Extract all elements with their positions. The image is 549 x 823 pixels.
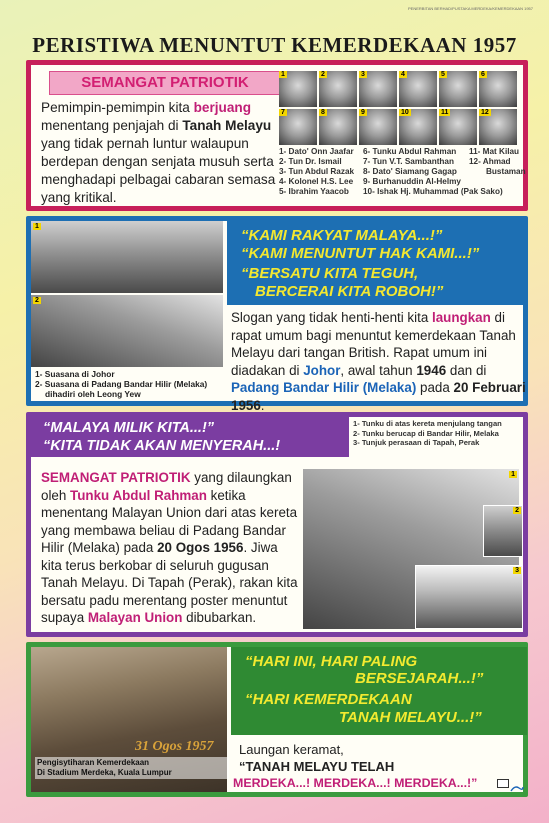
- slogan-line: BERSEJARAH...!”: [355, 670, 484, 687]
- section2-text-part: Slogan yang tidak henti-henti kita: [231, 310, 432, 325]
- section-rally-slogans-body: [31, 221, 526, 413]
- section3-text: [41, 469, 301, 627]
- section1-text-highlight: berjuang: [193, 100, 252, 115]
- portrait-photo: [399, 109, 437, 145]
- photo-number: 1: [35, 223, 39, 230]
- rally-photo-johor: [31, 221, 223, 293]
- leader-name: 8- Dato' Siamang Gagap: [363, 167, 457, 176]
- section4-line: “TANAH MELAYU TELAH: [239, 759, 395, 774]
- slogan-line: “KITA TIDAK AKAN MENYERAH...!: [43, 438, 281, 454]
- slogan-line: “KAMI MENUNTUT HAK KAMI...!”: [241, 245, 480, 262]
- leader-name: 3- Tun Abdul Razak: [279, 167, 355, 176]
- leader-name: 11- Mat Kilau: [469, 147, 520, 156]
- section2-text-bold: 1946: [416, 362, 447, 378]
- section2-text-highlight: Padang Bandar Hilir (Melaka): [231, 380, 417, 395]
- portrait-photo: [439, 109, 477, 145]
- portrait-number: 1: [281, 71, 285, 78]
- publisher-logo: [497, 779, 509, 788]
- section3-text-bold: 20 Ogos 1956: [157, 540, 244, 555]
- slogan-line: BERCERAI KITA ROBOH!”: [255, 283, 444, 300]
- section3-text-highlight: Tunku Abdul Rahman: [70, 487, 207, 503]
- section4-text: [233, 741, 529, 792]
- section4-captions: [35, 757, 229, 779]
- portrait-photo: [439, 71, 477, 107]
- section4-line: MERDEKA...! MERDEKA...! MERDEKA...!”: [233, 776, 478, 790]
- section2-text: [231, 309, 527, 414]
- section-rally-slogans: [26, 216, 528, 413]
- section1-banner: SEMANGAT PATRIOTIK: [49, 71, 281, 95]
- portrait-photo: [319, 71, 357, 107]
- tapah-protest-photo: [415, 565, 523, 629]
- section1-text: [41, 99, 277, 207]
- leader-name: Bustaman: [486, 167, 526, 176]
- section2-text-highlight: laungkan: [432, 310, 491, 325]
- portrait-number: 5: [441, 71, 445, 78]
- portrait-number: 2: [321, 71, 325, 78]
- photo-caption: 1- Suasana di Johor: [35, 369, 115, 379]
- section-malaya-milik-kita-body: [31, 417, 523, 632]
- leader-name: 2- Tun Dr. Ismail: [279, 157, 342, 166]
- photo-caption: 2- Suasana di Padang Bandar Hilir (Melaka): [35, 379, 208, 389]
- slogan-line: “BERSATU KITA TEGUH,: [241, 265, 419, 282]
- section2-text-part: di rapat umum bagi menuntut kemerdekaan Tanah Melayu dari tangan British. Rapat umum ini diadakan di: [231, 310, 516, 378]
- section3-slogan-box: [31, 417, 349, 457]
- photo-number: 2: [515, 507, 519, 514]
- section-malaya-milik-kita: [26, 412, 528, 637]
- portrait-photo: [399, 71, 437, 107]
- slogan-line: “MALAYA MILIK KITA...!”: [43, 420, 215, 436]
- portrait-number: 7: [281, 109, 285, 116]
- tunku-speech-photo: [483, 505, 523, 557]
- slogan-line: “HARI INI, HARI PALING: [245, 653, 418, 670]
- section4-slogan-box: [231, 647, 527, 735]
- section2-text-part: , awal tahun: [340, 362, 417, 378]
- portrait-number: 4: [401, 71, 405, 78]
- section3-text-highlight: Malayan Union: [87, 610, 183, 625]
- leader-portraits: [277, 69, 523, 145]
- photo-number: 1: [511, 471, 515, 478]
- section1-text-part: Pemimpin-pemimpin kita: [41, 100, 194, 115]
- section2-text-part: pada: [416, 380, 454, 395]
- leader-name: 6- Tunku Abdul Rahman: [363, 147, 457, 156]
- leader-name: 7- Tun V.T. Sambanthan: [363, 157, 454, 166]
- section3-captions: [353, 419, 523, 448]
- leader-name: 5- Ibrahim Yaacob: [279, 187, 349, 196]
- portrait-number: 6: [481, 71, 485, 78]
- portrait-photo: [279, 71, 317, 107]
- section2-text-part: dan di: [446, 362, 487, 378]
- poster-title: PERISTIWA MENUNTUT KEMERDEKAAN 1957: [32, 33, 517, 57]
- photo-caption: Di Stadium Merdeka, Kuala Lumpur: [37, 768, 172, 777]
- leader-name: 10- Ishak Hj. Muhammad (Pak Sako): [363, 187, 503, 196]
- photo-caption: 2- Tunku berucap di Bandar Hilir, Melaka: [353, 428, 499, 438]
- stadium-merdeka-photo: [31, 647, 227, 792]
- section1-text-part: menentang penjajah di: [41, 118, 183, 133]
- section3-text-part: . Jiwa kita terus berkobar di seluruh gugusan Tanah Melayu. Di Tapah (Perak), rakan kita bersatu padu merentang poster menuntut supaya: [41, 540, 298, 625]
- section3-text-part: ketika menentang Malayan Union dari atas kereta yang membawa beliau di Padang Bandar Hilir (Melaka) pada: [41, 487, 298, 555]
- leader-name: 9- Burhanuddin Al-Helmy: [363, 177, 461, 186]
- section3-text-highlight: SEMANGAT PATRIOTIK: [41, 470, 191, 485]
- section-independence-day-body: [31, 647, 523, 792]
- section-patriotic-leaders: [26, 60, 528, 211]
- leader-name: 4- Kolonel H.S. Lee: [279, 177, 354, 186]
- portrait-photo: [479, 109, 517, 145]
- leader-list-col1: [279, 147, 354, 197]
- portrait-photo: [279, 109, 317, 145]
- section1-text-part: yang tidak pernah luntur walaupun berdepan dengan senjata musuh serta menghadapi pelbagai cabaran semasa yang kritikal.: [41, 136, 276, 205]
- portrait-photo: [359, 109, 397, 145]
- photo-caption: dihadiri oleh Leong Yew: [45, 389, 141, 399]
- leader-list-col3: [469, 147, 526, 177]
- section4-line: Laungan keramat,: [239, 742, 344, 757]
- flag-icon: [511, 779, 523, 786]
- portrait-number: 10: [401, 109, 409, 116]
- photo-number: 2: [35, 297, 39, 304]
- section2-captions: [35, 369, 225, 399]
- portrait-photo: [359, 71, 397, 107]
- section1-text-bold: Tanah Melayu: [182, 118, 272, 133]
- photo-caption: 1- Tunku di atas kereta menjulang tangan: [353, 419, 502, 428]
- leader-name-list: [279, 147, 527, 201]
- slogan-line: “HARI KEMERDEKAAN: [245, 691, 412, 708]
- photo-caption: Pengisytiharan Kemerdekaan: [37, 758, 150, 767]
- section-patriotic-leaders-body: [31, 65, 526, 206]
- portrait-photo: [479, 71, 517, 107]
- section3-text-part: dibubarkan.: [182, 610, 257, 625]
- portrait-photo: [319, 109, 357, 145]
- slogan-line: “KAMI RAKYAT MALAYA...!”: [241, 227, 443, 244]
- publisher-credit: PENERBITAN BERHAD/PUSTAKA MERDEKA/KEMERDEKAAN 1957: [408, 6, 533, 11]
- section2-text-bold: 20 Februari 1956: [231, 380, 526, 413]
- slogan-line: TANAH MELAYU...!”: [339, 709, 482, 726]
- section-independence-day: [26, 642, 528, 797]
- photo-number: 3: [515, 567, 519, 574]
- section2-text-part: .: [260, 397, 265, 413]
- photo-caption: 3- Tunjuk perasaan di Tapah, Perak: [353, 438, 480, 447]
- section2-text-highlight: Johor: [303, 362, 341, 378]
- section2-slogan-box: [227, 221, 527, 305]
- section3-text-part: yang dilaungkan oleh: [41, 470, 292, 503]
- portrait-number: 8: [321, 109, 325, 116]
- portrait-number: 9: [361, 109, 365, 116]
- leader-name: 12- Ahmad: [469, 157, 511, 166]
- portrait-number: 11: [441, 109, 449, 116]
- rally-photo-melaka: [31, 295, 223, 367]
- leader-name: 1- Dato' Onn Jaafar: [279, 147, 354, 156]
- portrait-number: 3: [361, 71, 365, 78]
- portrait-number: 12: [481, 109, 489, 116]
- date-stamp: 31 Ogos 1957: [135, 739, 214, 754]
